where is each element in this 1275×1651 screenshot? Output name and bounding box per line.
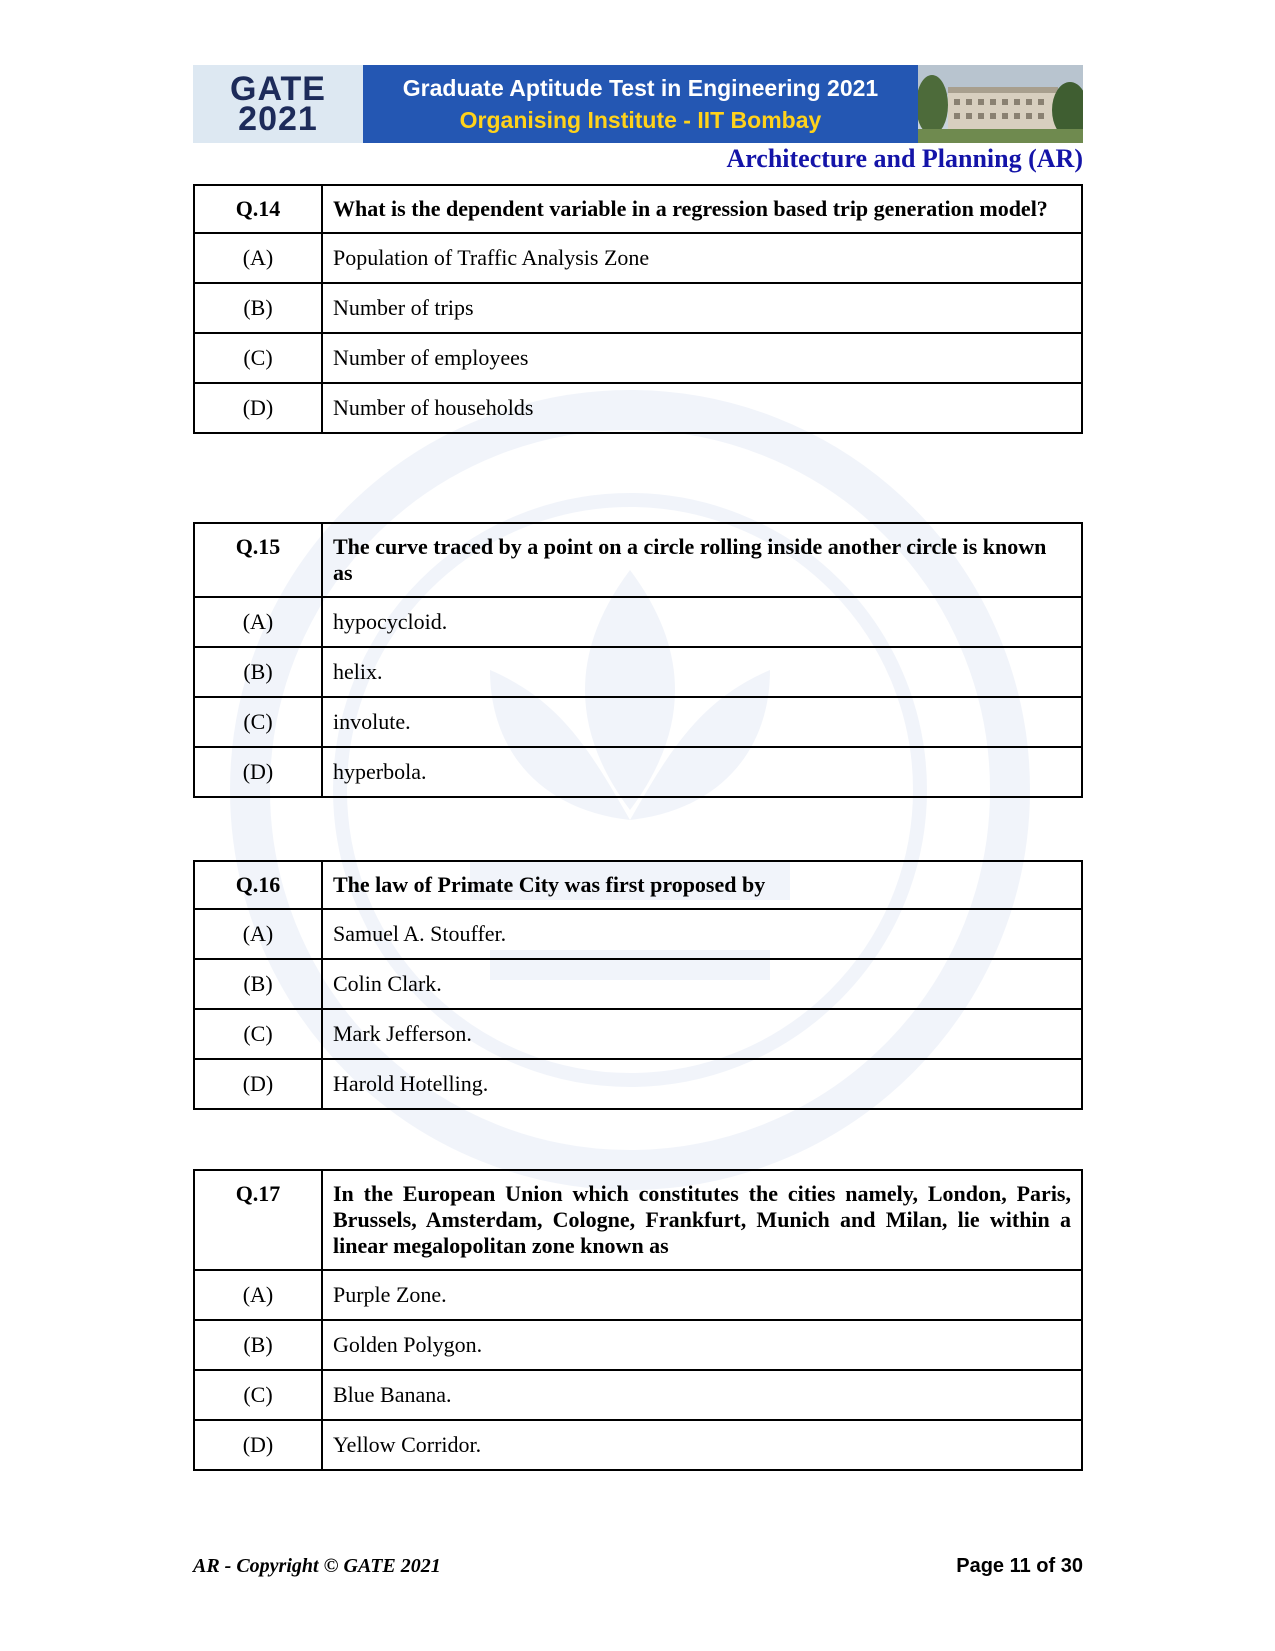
option-label: (C) xyxy=(194,1009,322,1059)
question-number: Q.17 xyxy=(194,1170,322,1270)
option-label: (D) xyxy=(194,747,322,797)
option-label: (A) xyxy=(194,233,322,283)
option-row[interactable] xyxy=(194,597,1082,647)
banner-title xyxy=(363,65,918,143)
option-text: Mark Jefferson. xyxy=(322,1009,1082,1059)
option-label: (B) xyxy=(194,959,322,1009)
option-text: Blue Banana. xyxy=(322,1370,1082,1420)
question-text: The curve traced by a point on a circle rolling inside another circle is known as xyxy=(322,523,1082,597)
question-table-q16 xyxy=(193,860,1083,1110)
option-text: Harold Hotelling. xyxy=(322,1059,1082,1109)
option-row[interactable] xyxy=(194,1270,1082,1320)
page-total: 30 xyxy=(1060,1555,1083,1577)
option-text: hyperbola. xyxy=(322,747,1082,797)
option-text: Purple Zone. xyxy=(322,1270,1082,1320)
option-label: (D) xyxy=(194,383,322,433)
header-banner xyxy=(193,65,1083,143)
question-table-q17 xyxy=(193,1169,1083,1471)
option-label: (B) xyxy=(194,647,322,697)
gate-logo xyxy=(193,65,363,143)
option-label: (A) xyxy=(194,909,322,959)
option-row[interactable] xyxy=(194,747,1082,797)
question-number: Q.14 xyxy=(194,185,322,233)
option-row[interactable] xyxy=(194,1420,1082,1470)
option-text: Colin Clark. xyxy=(322,959,1082,1009)
page-separator: of xyxy=(1030,1555,1061,1577)
question-text: In the European Union which constitutes the cities namely, London, Paris, Brussels, Amsterdam, Cologne, Frankfurt, Munich and Milan, lie within a linear megalopolitan zone known as xyxy=(322,1170,1082,1270)
option-text: Population of Traffic Analysis Zone xyxy=(322,233,1082,283)
option-row[interactable] xyxy=(194,1320,1082,1370)
banner-title-line2: Organising Institute - IIT Bombay xyxy=(459,107,822,133)
option-text: Number of trips xyxy=(322,283,1082,333)
question-table-q14 xyxy=(193,184,1083,434)
institute-building-image xyxy=(918,65,1083,143)
option-row[interactable] xyxy=(194,697,1082,747)
question-number: Q.16 xyxy=(194,861,322,909)
option-text: Yellow Corridor. xyxy=(322,1420,1082,1470)
option-text: Samuel A. Stouffer. xyxy=(322,909,1082,959)
question-number: Q.15 xyxy=(194,523,322,597)
option-text: involute. xyxy=(322,697,1082,747)
option-text: Number of households xyxy=(322,383,1082,433)
option-label: (B) xyxy=(194,283,322,333)
option-text: helix. xyxy=(322,647,1082,697)
option-row[interactable] xyxy=(194,383,1082,433)
option-text: Number of employees xyxy=(322,333,1082,383)
page-current: 11 xyxy=(1009,1555,1031,1577)
option-row[interactable] xyxy=(194,233,1082,283)
option-row[interactable] xyxy=(194,959,1082,1009)
option-label: (D) xyxy=(194,1420,322,1470)
option-row[interactable] xyxy=(194,647,1082,697)
option-label: (A) xyxy=(194,597,322,647)
page-prefix: Page xyxy=(956,1555,1010,1577)
option-text: Golden Polygon. xyxy=(322,1320,1082,1370)
option-row[interactable] xyxy=(194,909,1082,959)
option-row[interactable] xyxy=(194,283,1082,333)
option-label: (A) xyxy=(194,1270,322,1320)
option-label: (C) xyxy=(194,333,322,383)
question-text: The law of Primate City was first proposed by xyxy=(322,861,1082,909)
option-row[interactable] xyxy=(194,1009,1082,1059)
logo-line1: GATE xyxy=(230,70,326,108)
option-label: (B) xyxy=(194,1320,322,1370)
option-label: (C) xyxy=(194,1370,322,1420)
option-label: (D) xyxy=(194,1059,322,1109)
subject-title: Architecture and Planning (AR) xyxy=(726,144,1083,173)
option-row[interactable] xyxy=(194,1059,1082,1109)
option-label: (C) xyxy=(194,697,322,747)
option-row[interactable] xyxy=(194,1370,1082,1420)
option-row[interactable] xyxy=(194,333,1082,383)
banner-title-line1: Graduate Aptitude Test in Engineering 2021 xyxy=(402,75,879,101)
footer-page-number xyxy=(956,1555,1083,1578)
option-text: hypocycloid. xyxy=(322,597,1082,647)
question-text: What is the dependent variable in a regression based trip generation model? xyxy=(322,185,1082,233)
footer-copyright: AR - Copyright © GATE 2021 xyxy=(193,1555,441,1577)
logo-line2: 2021 xyxy=(238,100,318,138)
question-table-q15 xyxy=(193,522,1083,798)
